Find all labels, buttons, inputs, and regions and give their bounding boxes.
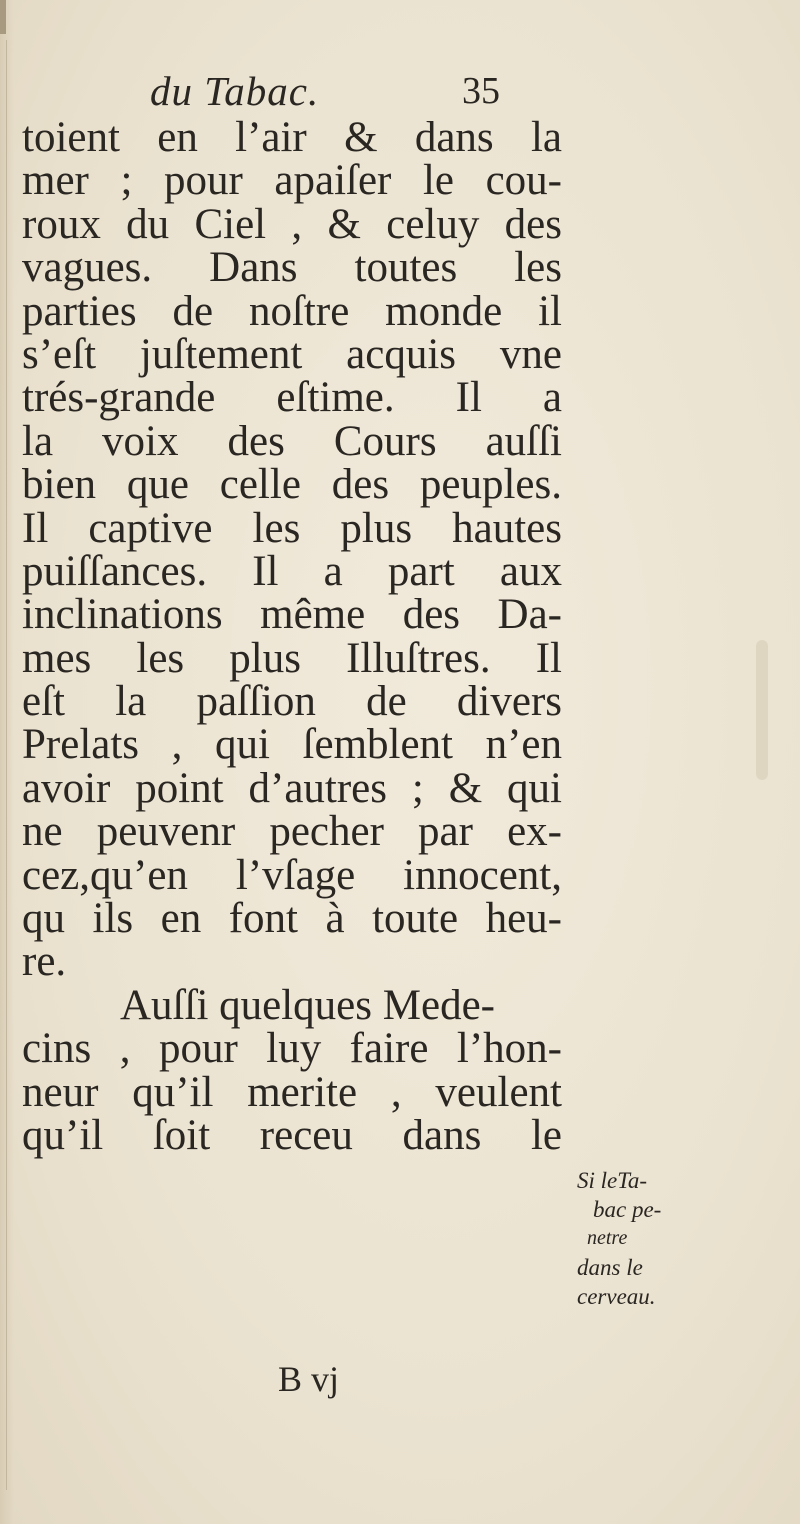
text-line: mer ; pour apaiſer le cou- (22, 157, 562, 205)
gutter-shadow (0, 0, 14, 1524)
text-line: cins , pour luy faire l’hon- (22, 1025, 562, 1073)
marginal-note-line: bac pe- (593, 1197, 662, 1222)
text-line: Il captive les plus hautes (22, 504, 562, 552)
text-line: bien que celle des peuples. (22, 461, 562, 509)
corner-mark (0, 0, 6, 34)
text-line: Auſſi quelques Mede- (120, 981, 495, 1029)
text-line: la voix des Cours auſſi (22, 417, 562, 465)
marginal-note-line: dans le (577, 1255, 643, 1280)
text-line: ne peuvenr pecher par ex- (22, 808, 562, 856)
text-line: Prelats , qui ſemblent n’en (22, 721, 562, 769)
text-line: toient en l’air & dans la (22, 114, 562, 161)
text-line: cez,qu’en l’vſage innocent, (22, 851, 562, 899)
marginal-note-line: netre (587, 1227, 628, 1249)
text-line: s’eſt juſtement acquis vne (22, 330, 562, 378)
text-line: qu’il ſoit receu dans le (22, 1111, 562, 1159)
page-header (150, 66, 510, 116)
text-line: neur qu’il merite , veulent (22, 1068, 562, 1116)
text-line: vagues. Dans toutes les (22, 244, 562, 292)
signature-mark: B vj (278, 1359, 340, 1399)
text-line: parties de noſtre monde il (22, 287, 562, 335)
page-number: 35 (462, 70, 500, 112)
marginal-note-line: cerveau. (577, 1284, 656, 1309)
text-line: inclinations même des Da- (22, 591, 562, 639)
marginal-note-line: Si leTa- (577, 1168, 648, 1193)
text-line: roux du Ciel , & celuy des (22, 200, 562, 248)
marginal-note (577, 1166, 689, 1311)
text-line: avoir point d’autres ; & qui (22, 764, 562, 812)
body-text (22, 116, 562, 1157)
running-title: du Tabac. (150, 68, 320, 114)
text-line: puiſſances. Il a part aux (22, 547, 562, 595)
text-line: qu ils en font à toute heu- (22, 895, 562, 943)
text-line: re. (22, 938, 67, 986)
gutter-line (6, 40, 7, 1490)
text-line: eſt la paſſion de divers (22, 678, 562, 726)
paper-stain (756, 640, 768, 780)
text-line: mes les plus Illuſtres. Il (22, 634, 562, 682)
text-line: trés-grande eſtime. Il a (22, 374, 562, 422)
